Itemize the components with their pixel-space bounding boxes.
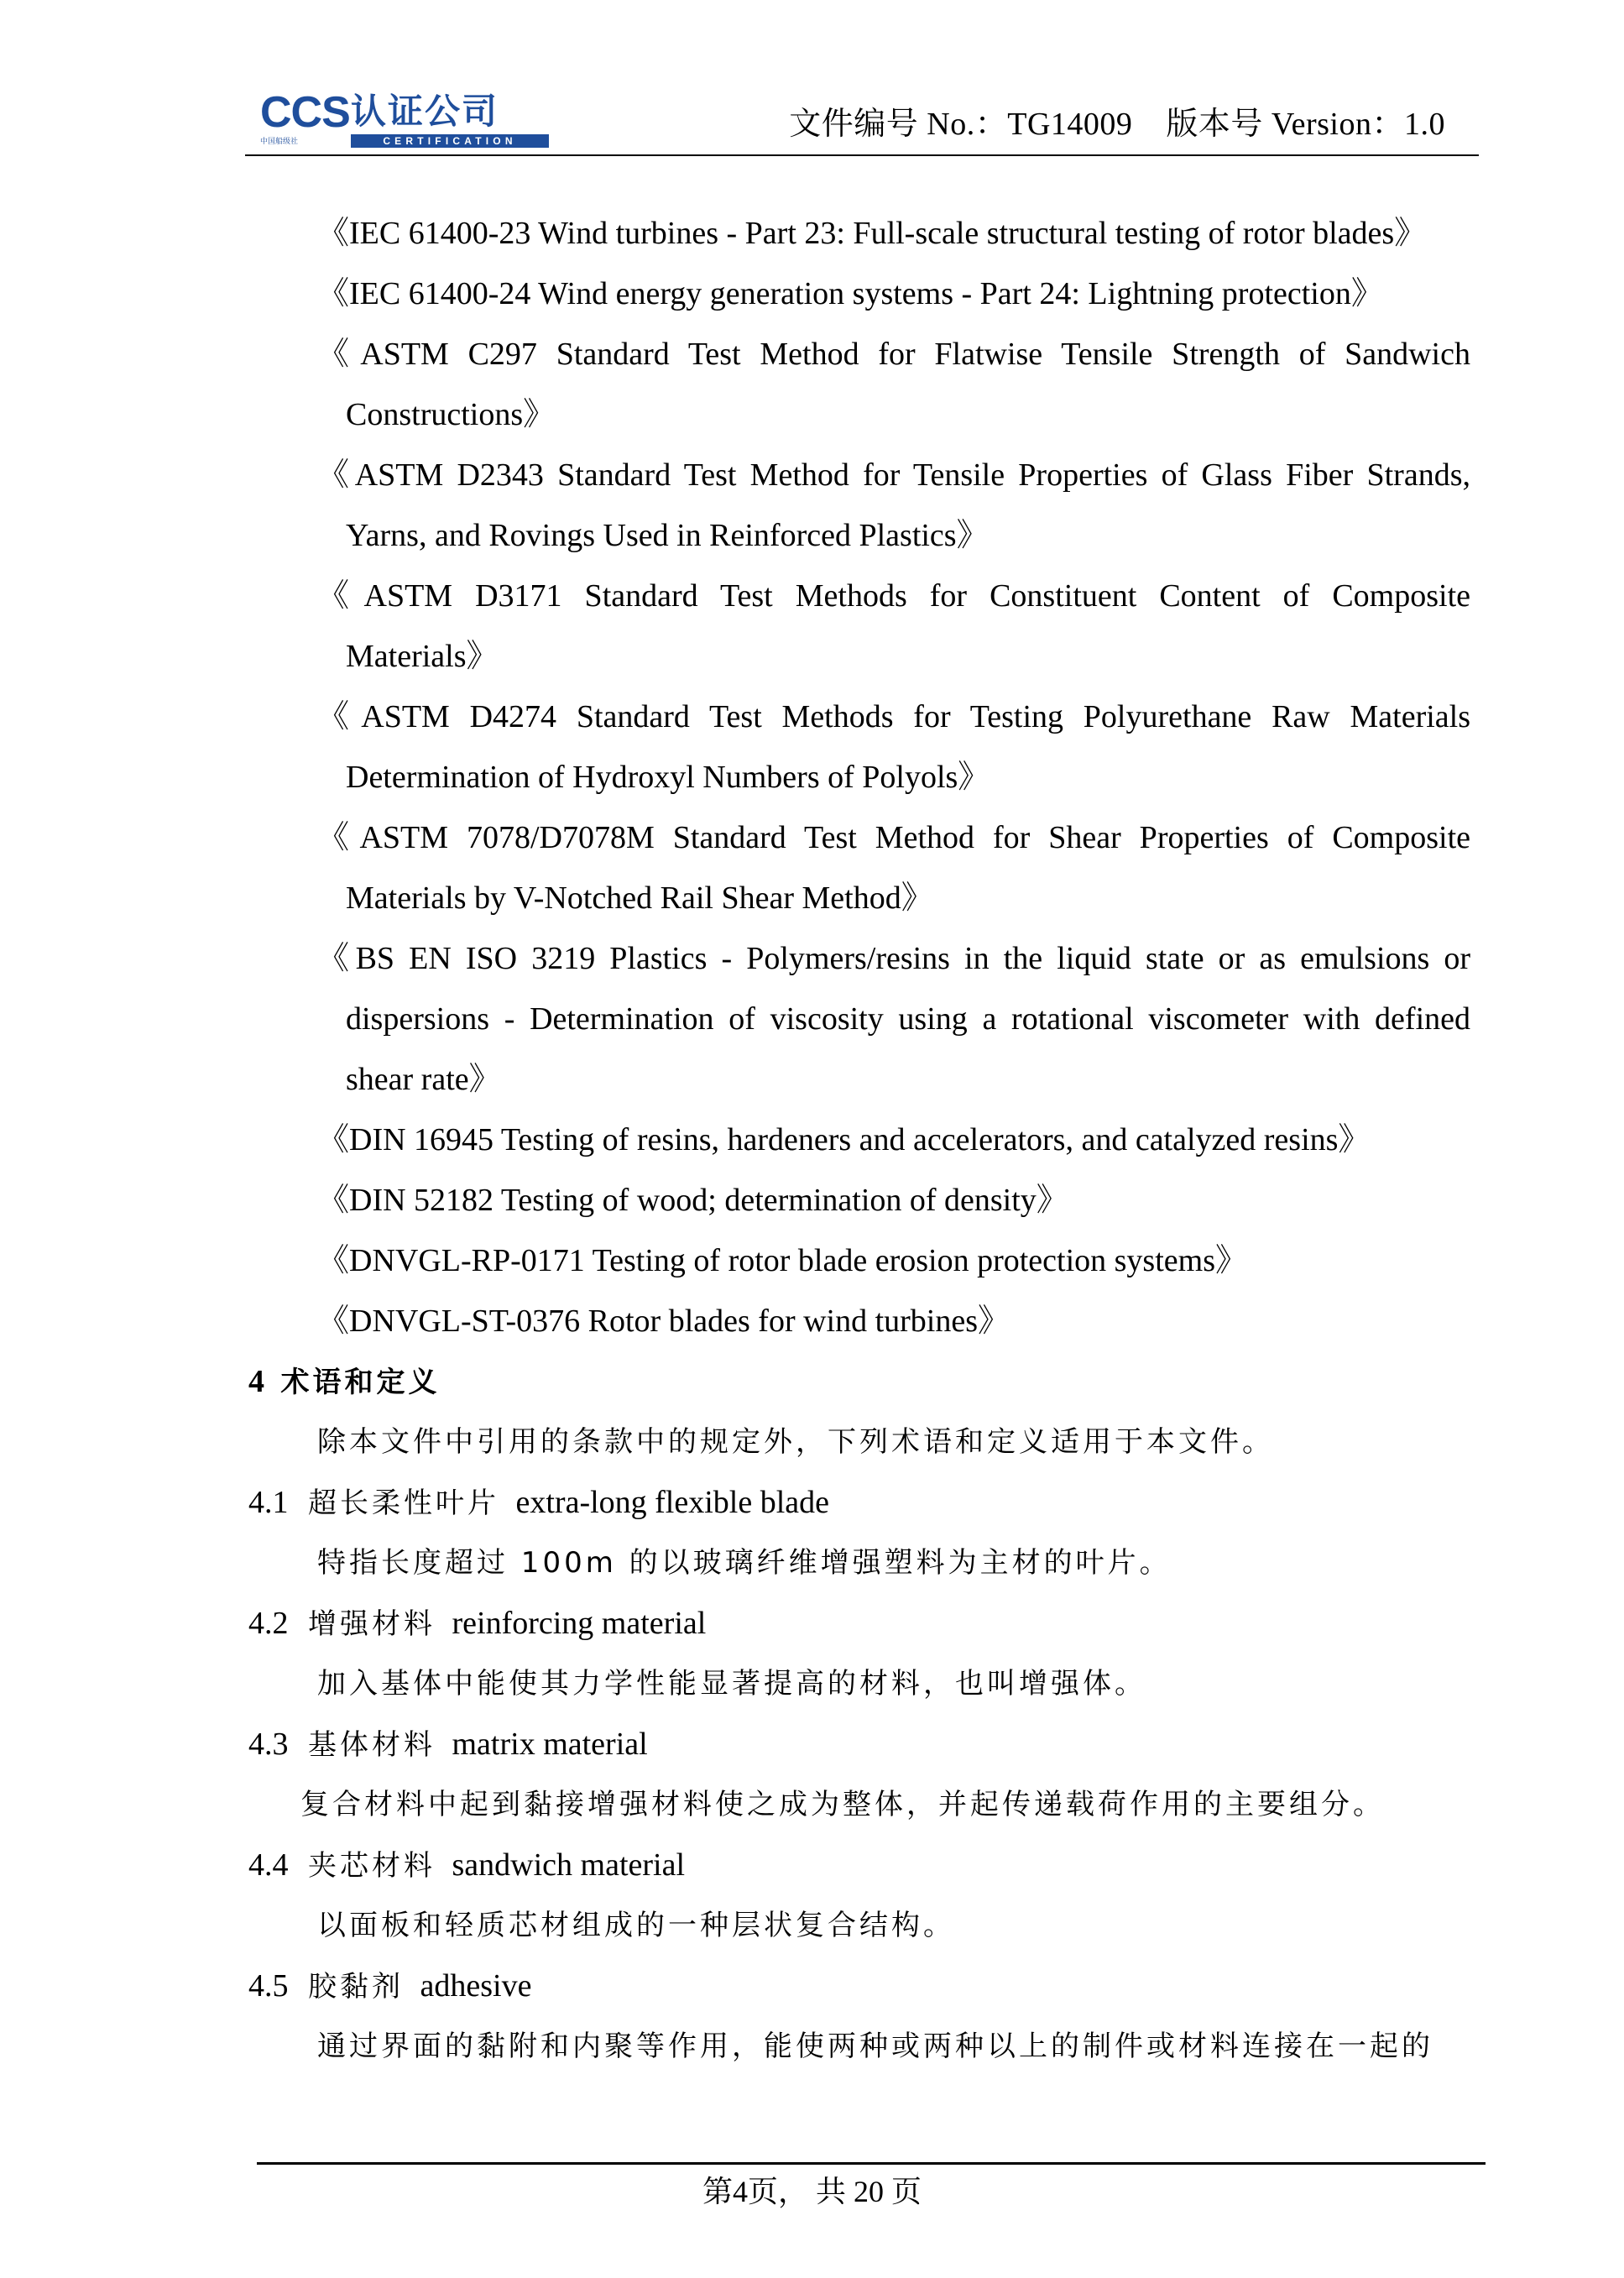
term-number: 4.3 bbox=[248, 1727, 289, 1762]
reference-item: 《BS EN ISO 3219 Plastics - Polymers/resins in the liquid state or as emulsions or bbox=[317, 941, 1470, 976]
term-heading bbox=[248, 1484, 829, 1522]
term-number: 4.4 bbox=[248, 1847, 289, 1883]
logo-subtitle: 中国船级社 bbox=[260, 138, 299, 146]
term-chinese: 基体材料 bbox=[308, 1728, 436, 1762]
reference-item: 《IEC 61400-24 Wind energy generation systems - Part 24: Lightning protection》 bbox=[317, 276, 1383, 311]
term-heading bbox=[248, 1726, 648, 1763]
reference-item: 《DIN 52182 Testing of wood; determination of density》 bbox=[317, 1183, 1068, 1218]
reference-item: 《IEC 61400-23 Wind turbines - Part 23: Full-scale structural testing of rotor blades》 bbox=[317, 216, 1427, 251]
term-english: adhesive bbox=[420, 1968, 532, 2004]
term-heading bbox=[248, 1967, 531, 2005]
term-heading bbox=[248, 1605, 706, 1643]
reference-item: 《DNVGL-ST-0376 Rotor blades for wind turbines》 bbox=[317, 1304, 1010, 1339]
term-chinese: 胶黏剂 bbox=[308, 1970, 404, 2004]
section-number: 4 bbox=[248, 1364, 264, 1399]
term-definition: 特指长度超过 100m 的以玻璃纤维增强塑料为主材的叶片。 bbox=[317, 1546, 1172, 1580]
logo-ccs-text: CCS bbox=[260, 88, 350, 137]
term-number: 4.5 bbox=[248, 1968, 289, 2004]
term-english: extra-long flexible blade bbox=[515, 1485, 830, 1520]
reference-item: 《ASTM D2343 Standard Test Method for Tensile Properties of Glass Fiber Strands, bbox=[317, 457, 1470, 493]
term-definition: 加入基体中能使其力学性能显著提高的材料，也叫增强体。 bbox=[317, 1667, 1146, 1701]
page-header bbox=[245, 81, 1479, 156]
term-definition: 复合材料中起到黏接增强材料使之成为整体，并起传递载荷作用的主要组分。 bbox=[300, 1788, 1385, 1821]
term-heading bbox=[248, 1847, 685, 1884]
term-definition: 以面板和轻质芯材组成的一种层状复合结构。 bbox=[317, 1909, 955, 1942]
reference-item: 《ASTM D4274 Standard Test Methods for Testing Polyurethane Raw Materials bbox=[317, 699, 1470, 734]
reference-item-cont: Determination of Hydroxyl Numbers of Polyols》 bbox=[346, 760, 990, 795]
logo-chinese-text: 认证公司 bbox=[351, 91, 499, 132]
logo-certification-bar: CERTIFICATION bbox=[351, 134, 549, 148]
term-english: sandwich material bbox=[452, 1847, 686, 1883]
reference-item-cont: Constructions》 bbox=[346, 397, 556, 432]
reference-item: 《ASTM C297 Standard Test Method for Flatwise Tensile Strength of Sandwich bbox=[317, 337, 1470, 372]
term-number: 4.2 bbox=[248, 1606, 289, 1641]
document-number: 文件编号 No.：TG14009 版本号 Version：1.0 bbox=[789, 107, 1445, 142]
header-divider bbox=[245, 154, 1479, 156]
reference-item-cont: Materials by V-Notched Rail Shear Method》 bbox=[346, 880, 933, 916]
section-heading bbox=[248, 1363, 441, 1401]
reference-item: 《ASTM 7078/D7078M Standard Test Method for Shear Properties of Composite bbox=[317, 820, 1470, 855]
reference-item-cont: Yarns, and Rovings Used in Reinforced Plastics》 bbox=[346, 518, 989, 553]
section-title: 术语和定义 bbox=[280, 1366, 441, 1399]
term-english: matrix material bbox=[452, 1727, 648, 1762]
term-chinese: 超长柔性叶片 bbox=[308, 1486, 499, 1520]
ccs-certification-logo bbox=[260, 89, 596, 148]
page-number: 第4页， 共 20 页 bbox=[702, 2175, 922, 2208]
reference-item-cont: Materials》 bbox=[346, 639, 499, 674]
term-chinese: 夹芯材料 bbox=[308, 1849, 436, 1883]
reference-item-cont: dispersions - Determination of viscosity using a rotational viscometer with defined bbox=[346, 1001, 1470, 1037]
reference-item: 《ASTM D3171 Standard Test Methods for Constituent Content of Composite bbox=[317, 578, 1470, 614]
reference-item: 《DIN 16945 Testing of resins, hardeners and accelerators, and catalyzed resins》 bbox=[317, 1122, 1371, 1157]
term-number: 4.1 bbox=[248, 1485, 289, 1520]
reference-item: 《DNVGL-RP-0171 Testing of rotor blade erosion protection systems》 bbox=[317, 1243, 1247, 1278]
term-definition: 通过界面的黏附和内聚等作用，能使两种或两种以上的制件或材料连接在一起的 bbox=[317, 2030, 1433, 2063]
footer-divider bbox=[257, 2162, 1486, 2165]
section-intro: 除本文件中引用的条款中的规定外，下列术语和定义适用于本文件。 bbox=[317, 1425, 1274, 1459]
reference-item-cont: shear rate》 bbox=[346, 1062, 501, 1097]
term-chinese: 增强材料 bbox=[308, 1607, 436, 1641]
term-english: reinforcing material bbox=[452, 1606, 707, 1641]
